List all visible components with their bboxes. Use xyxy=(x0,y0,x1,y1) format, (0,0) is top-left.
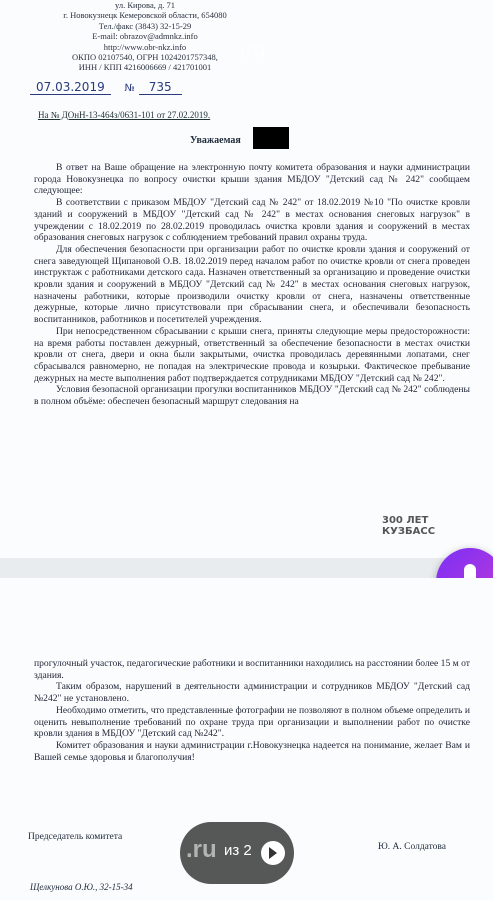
redacted-name xyxy=(253,127,289,149)
kuzbass-300-logo xyxy=(382,515,435,537)
number-sign: № xyxy=(124,83,135,94)
letterhead-line: E-mail: obrazov@admnkz.info xyxy=(92,31,198,42)
paragraph: Таким образом, нарушений в деятельности администрации и сотрудников МБДОУ "Детский сад №242" не установлено. xyxy=(34,681,470,705)
reference-line: На № ДОнН-13-464з/0631-101 от 27.02.2019. xyxy=(38,110,211,120)
outgoing-date-number xyxy=(30,80,182,94)
paragraph: Для обеспечения безопасности при организации работ по очистке кровли здания и сооружений от снега заведующей Щипановой О.В. 18.02.2019 перед началом работ по очистке кровли от снега проведен инструктаж с работниками детского сада. Назначен ответственный за организацию и проведение очистки кровли здания и сооружений в МБДОУ "Детский сад № 242" в местах основания снеговых нагрузок, назначены работники, которые производили очистку кровли от снега, назначены ответственные дежурные, которые лично присутствовали при сбрасывании снега, и обеспечивали безопасность воспитанников, работников и посетителей учреждения. xyxy=(34,243,470,326)
letter-body-continued xyxy=(34,658,470,763)
paragraph: прогулочный участок, педагогические работники и воспитанники находились на расстоянии более 15 м от здания. xyxy=(34,658,470,681)
signatory-name: Ю. А. Солдатова xyxy=(378,842,446,852)
letterhead-line: ОКПО 02107540, ОГРН 1024201757348, xyxy=(72,52,218,63)
next-page-icon[interactable] xyxy=(260,840,286,866)
letterhead-line: http://www.obr-nkz.info xyxy=(103,41,187,52)
logo-line: КУЗБАСС xyxy=(382,526,436,537)
paragraph: Необходимо отметить, что представленные фотографии не позволяют в полном объеме определить и оценить невыполнение требований по охране труда при организации и выполнении работ по очистке кровли здания в МБДОУ "Детский сад №242". xyxy=(34,704,470,740)
signatory-title: Председатель комитета xyxy=(28,832,123,842)
paragraph: Условия безопасной организации прогулки воспитанников МБДОУ "Детский сад № 242" соблюдены в полном объёме: обеспечен безопасный маршрут следования на xyxy=(34,384,470,408)
watermark: .ru xyxy=(186,836,217,863)
outgoing-date: 07.03.2019 xyxy=(30,80,111,95)
paragraph: При непосредственном сбрасывании с крыши снега, приняты следующие меры предосторожности: на время работы поставлен дежурный, ответственный за обеспечение безопасности в местах очистки кровли от снега, двери и окна были закрытыми, очистка проводилась деревянными лопатами, снег сбрасывался равномерно, не попадая на электрические провода и козырьки. Фактическое пребывание дежурных на месте выполнения работ подтверждается сотрудниками МБДОУ "Детский сад № 242". xyxy=(34,325,470,384)
letterhead-line: ул. Кирова, д. 71 xyxy=(114,0,176,10)
letterhead-line: Тел./факс (3843) 32-15-29 xyxy=(98,20,192,31)
logo-line: 300 ЛЕТ xyxy=(382,515,429,526)
paragraph: Комитет образования и науки администрации г.Новокузнецка надеется на понимание, желает Вам и Вашей семье здоровья и благополучия! xyxy=(34,739,470,763)
letterhead-line: ИНН / КПП 4216006669 / 421701001 xyxy=(78,62,212,73)
page-counter-overlay[interactable] xyxy=(180,822,294,884)
page-gap xyxy=(0,558,493,578)
watermark: .ru xyxy=(240,40,266,62)
outgoing-number: 735 xyxy=(139,80,182,95)
letterhead-line: г. Новокузнецк Кемеровской области, 654080 xyxy=(63,10,227,21)
letterhead xyxy=(40,0,250,73)
paragraph: В ответ на Ваше обращение на электронную почту комитета образования и науки администрации города Новокузнецка по вопросу очистки крыши здания МБДОУ "Детский сад № 242" сообщаем следующее: xyxy=(34,162,470,197)
page-count-text: из 2 xyxy=(224,842,252,859)
executor-line: Щелкунова О.Ю., 32-15-34 xyxy=(30,882,133,892)
paragraph: В соответствии с приказом МБДОУ "Детский сад № 242" от 18.02.2019 №10 "По очистке кровли зданий и сооружений в МБДОУ "Детский сад № 242" в местах основания снеговых нагрузок" в учреждении с 18.02.2019 по 28.02.2019 проводилась очистка кровли здания и сооружений в местах образования снеговых нагрузок с соблюдением требований правил охраны труда. xyxy=(34,197,470,244)
greeting: Уважаемая xyxy=(190,135,241,146)
letter-body xyxy=(34,162,470,408)
